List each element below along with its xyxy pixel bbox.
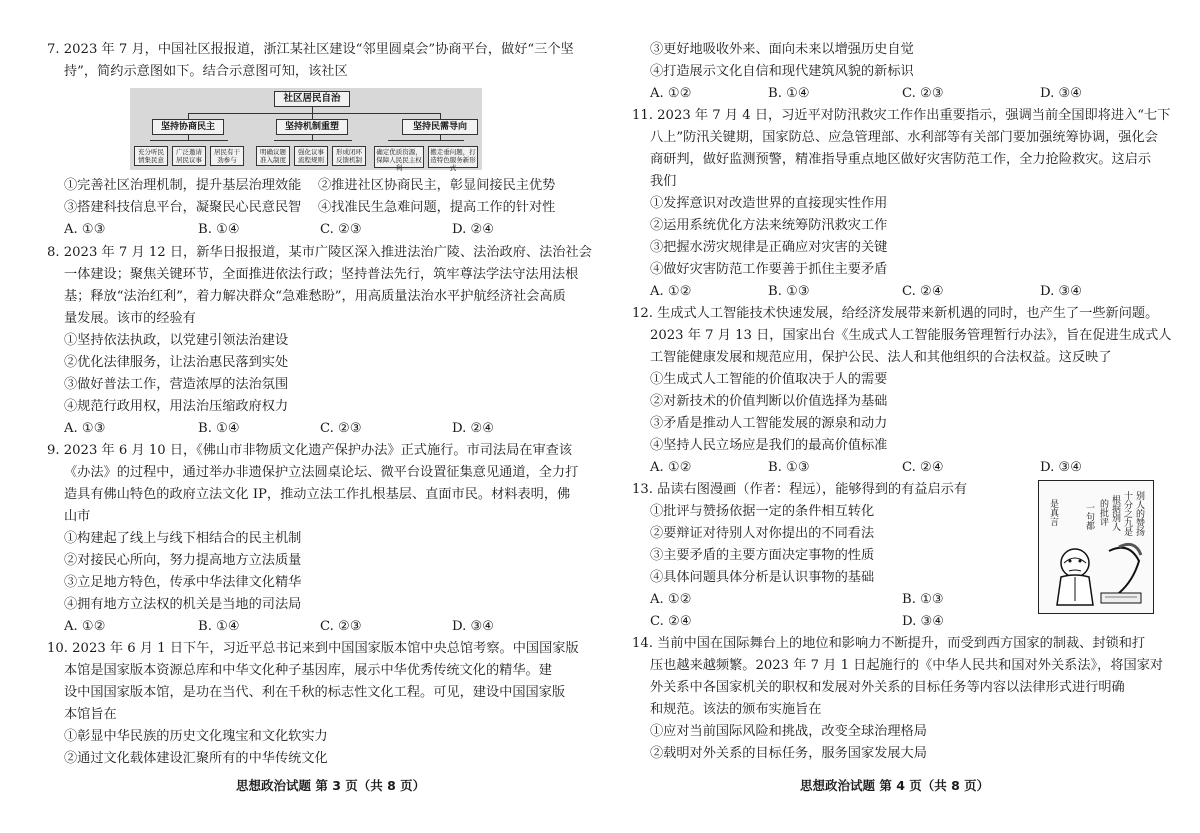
q11-option-a: A. ①②: [650, 284, 692, 299]
diagram-mid-box-1: 坚持协商民主: [152, 119, 224, 135]
diagram-top-box: 社区居民自治: [274, 91, 350, 107]
q9-stem-line-4: 山市: [64, 509, 91, 524]
q14-item-1: ①应对当前国际风险和挑战，改变全球治理格局: [650, 724, 927, 739]
diagram-mid-box-2: 坚持机制重塑: [276, 119, 348, 135]
q9-item-1: ①构建起了线上与线下相结合的民主机制: [64, 531, 302, 546]
diagram-leaf-8: 搬走垂问题，打造特色服务新形式: [428, 146, 478, 168]
q13-option-c: C. ②④: [650, 614, 692, 629]
diagram-leaf-2: 广泛邀请居民议事: [172, 146, 206, 166]
q11-item-4: ④做好灾害防范工作要善于抓住主要矛盾: [650, 262, 888, 277]
q12-item-2: ②对新技术的价值判断以价值选择为基础: [650, 394, 888, 409]
q13-stem-line-1: 13. 品读右图漫画（作者：程远），能够得到的有益启示有: [632, 482, 968, 497]
cartoon-drawing: [1039, 481, 1153, 613]
q14-stem-line-1: 14. 当前中国在国际舞台上的地位和影响力不断提升，而受到西方国家的制裁、封锁和打: [632, 636, 1146, 651]
q13-item-3: ③主要矛盾的主要方面决定事物的性质: [650, 548, 875, 563]
cartoon-text-2: 十分之九是: [1122, 491, 1132, 536]
q11-item-2: ②运用系统优化方法来统筹防汛救灾工作: [650, 218, 888, 233]
q7-stem-line-2: 持”，简约示意图如下。结合示意图可知，该社区: [64, 64, 348, 79]
q9-stem-line-3: 造具有佛山特色的政府立法文化 IP，推动立法工作扎根基层、直面市民。材料表明，佛: [64, 487, 571, 502]
cartoon-text-6: 是真言: [1048, 499, 1058, 526]
q11-item-1: ①发挥意识对改造世界的直接现实性作用: [650, 196, 888, 211]
q8-option-d: D. ②④: [452, 421, 495, 436]
q12-item-4: ④坚持人民立场应是我们的最高价值标准: [650, 438, 888, 453]
q10-stem-line-2: 本馆是国家版本资源总库和中华文化种子基因库，展示中华优秀传统文化的精华。建: [64, 663, 552, 678]
q12-option-a: A. ①②: [650, 460, 692, 475]
q8-item-4: ④规范行政用权，用法治压缩政府权力: [64, 399, 289, 414]
q7-option-b: B. ①④: [198, 222, 240, 237]
q13-option-b: B. ①③: [902, 592, 944, 607]
right-page: [600, 0, 1200, 833]
q9-stem-line-1: 9. 2023 年 6 月 10 日，《佛山市非物质文化遗产保护办法》正式施行。市司法局在审查该: [47, 443, 573, 458]
q10-option-a: A. ①②: [650, 86, 692, 101]
q9-option-c: C. ②③: [320, 619, 362, 634]
diagram-leaf-6: 形成闭环反馈机制: [332, 146, 366, 166]
q12-option-b: B. ①③: [768, 460, 810, 475]
q14-stem-line-3: 外关系中各国家机关的职权和发展对外关系的目标任务等内容以法律形式进行明确: [650, 680, 1125, 695]
q12-stem-line-3: 工智能健康发展和规范应用，保护公民、法人和其他组织的合法权益。这反映了: [650, 350, 1112, 365]
q12-item-1: ①生成式人工智能的价值取决于人的需要: [650, 372, 888, 387]
q7-item-1: ①完善社区治理机制，提升基层治理效能: [64, 178, 302, 193]
q7-item-4: ④找准民生急难问题，提高工作的针对性: [318, 200, 556, 215]
q13-option-a: A. ①②: [650, 592, 692, 607]
q7-option-d: D. ②④: [452, 222, 495, 237]
diagram-leaf-3: 居民有干劲参与: [210, 146, 244, 166]
q9-item-4: ④拥有地方立法权的机关是当地的司法局: [64, 597, 302, 612]
q7-item-3: ③搭建科技信息平台，凝聚民心民意民智: [64, 200, 302, 215]
q11-option-c: C. ②④: [902, 284, 944, 299]
q9-item-3: ③立足地方特色，传承中华法律文化精华: [64, 575, 302, 590]
q8-option-c: C. ②③: [320, 421, 362, 436]
q13-cartoon-image: [1038, 480, 1154, 614]
q14-stem-line-4: 和规范。该法的颁布实施旨在: [650, 702, 822, 717]
q8-item-1: ①坚持依法执政，以党建引领法治建设: [64, 333, 289, 348]
diagram-leaf-5: 强化议事流程规则: [294, 146, 328, 166]
diagram-leaf-7: 确定优质资源，保障人民民主权利: [374, 146, 424, 168]
q11-stem-line-2: 八上”防汛关键期，国家防总、应急管理部、水利部等有关部门要加强统筹协调，强化会: [650, 130, 1158, 145]
q8-stem-line-2: 一体建设；聚焦关键环节，全面推进依法行政；坚持普法先行，筑牢尊法学法守法用法根: [64, 267, 579, 282]
q8-stem-line-1: 8. 2023 年 7 月 12 日，新华日报报道，某市广陵区深入推进法治广陵、法治政府、法治社会: [47, 245, 592, 260]
q10-item-4: ④打造展示文化自信和现代建筑风貌的新标识: [650, 64, 914, 79]
q9-option-b: B. ①④: [198, 619, 240, 634]
q12-option-c: C. ②④: [902, 460, 944, 475]
q10-item-2: ②通过文化载体建设汇聚所有的中华传统文化: [64, 751, 328, 766]
q7-diagram: [130, 88, 482, 170]
diagram-mid-box-3: 坚持民需导向: [402, 119, 478, 135]
q8-stem-line-4: 量发展。该市的经验有: [64, 311, 196, 326]
q8-item-2: ②优化法律服务，让法治惠民落到实处: [64, 355, 289, 370]
q11-item-3: ③把握水涝灾规律是正确应对灾害的关键: [650, 240, 888, 255]
q11-option-b: B. ①③: [768, 284, 810, 299]
q11-stem-line-3: 商研判，做好监测预警，精准指导重点地区做好灾害防范工作，全力抢险救灾。这启示: [650, 152, 1152, 167]
q13-item-4: ④具体问题具体分析是认识事物的基础: [650, 570, 875, 585]
q10-item-3: ③更好地吸收外来、面向未来以增强历史自觉: [650, 42, 914, 57]
q11-stem-line-4: 我们: [650, 174, 677, 189]
q9-option-d: D. ③④: [452, 619, 495, 634]
q13-item-2: ②要辩证对待别人对你提出的不同看法: [650, 526, 875, 541]
q13-item-1: ①批评与赞扬依据一定的条件相互转化: [650, 504, 875, 519]
q7-stem-line-1: 7. 2023 年 7 月，中国社区报报道，浙江某社区建设“邻里圆桌会”协商平台，做好“三个坚: [47, 42, 574, 57]
cartoon-text-1: 别人的赞扬: [1134, 491, 1144, 536]
q7-item-2: ②推进社区协商民主，彰显间接民主优势: [318, 178, 556, 193]
q9-stem-line-2: 《办法》的过程中，通过举办非遗保护立法圆桌论坛、微平台设置征集意见通道，全力打: [64, 465, 579, 480]
q14-stem-line-2: 压也越来越频繁。2023 年 7 月 1 日起施行的《中华人民共和国对外关系法》，将国家对: [650, 658, 1164, 673]
diagram-leaf-1: 充分听民情集民意: [134, 146, 168, 166]
q11-stem-line-1: 11. 2023 年 7 月 4 日，习近平对防汛救灾工作作出重要指示，强调当前全国即将进入“七下: [632, 108, 1171, 123]
cartoon-text-4: 的批评: [1098, 499, 1108, 526]
q10-option-b: B. ①④: [768, 86, 810, 101]
q8-stem-line-3: 基；释放“法治红利”，着力解决群众“急难愁盼”，用高质量法治水平护航经济社会高质: [64, 289, 566, 304]
q12-item-3: ③矛盾是推动人工智能发展的源泉和动力: [650, 416, 888, 431]
q7-option-a: A. ①③: [64, 222, 106, 237]
q12-stem-line-1: 12. 生成式人工智能技术快速发展，给经济发展带来新机遇的同时，也产生了一些新问题。: [632, 306, 1159, 321]
page-footer-left: 思想政治试题 第 3 页（共 8 页）: [236, 778, 426, 793]
q10-stem-line-4: 本馆旨在: [64, 707, 117, 722]
cartoon-text-3: 根据别人: [1110, 495, 1120, 531]
q9-item-2: ②对接民心所向，努力提高地方立法质量: [64, 553, 302, 568]
q10-option-c: C. ②③: [902, 86, 944, 101]
q10-stem-line-1: 10. 2023 年 6 月 1 日下午，习近平总书记来到中国国家版本馆中央总馆考察。中国国家版: [47, 641, 579, 656]
diagram-leaf-4: 明确议题准入制度: [256, 146, 290, 166]
q7-option-c: C. ②③: [320, 222, 362, 237]
q10-item-1: ①彰显中华民族的历史文化瑰宝和文化软实力: [64, 729, 328, 744]
q14-item-2: ②载明对外关系的目标任务，服务国家发展大局: [650, 746, 927, 761]
q10-stem-line-3: 设中国国家版本馆，是功在当代、利在千秋的标志性文化工程。可见，建设中国国家版: [64, 685, 566, 700]
q12-option-d: D. ③④: [1040, 460, 1083, 475]
q10-option-d: D. ③④: [1040, 86, 1083, 101]
q13-option-d: D. ③④: [902, 614, 945, 629]
q9-option-a: A. ①②: [64, 619, 106, 634]
page-footer-right: 思想政治试题 第 4 页（共 8 页）: [800, 778, 990, 793]
q12-stem-line-2: 2023 年 7 月 13 日，国家出台《生成式人工智能服务管理暂行办法》，旨在促进生成式人: [650, 328, 1172, 343]
cartoon-text-5: 一句都: [1084, 503, 1094, 530]
q8-option-b: B. ①④: [198, 421, 240, 436]
q8-option-a: A. ①③: [64, 421, 106, 436]
q8-item-3: ③做好普法工作，营造浓厚的法治氛围: [64, 377, 289, 392]
q11-option-d: D. ③④: [1040, 284, 1083, 299]
